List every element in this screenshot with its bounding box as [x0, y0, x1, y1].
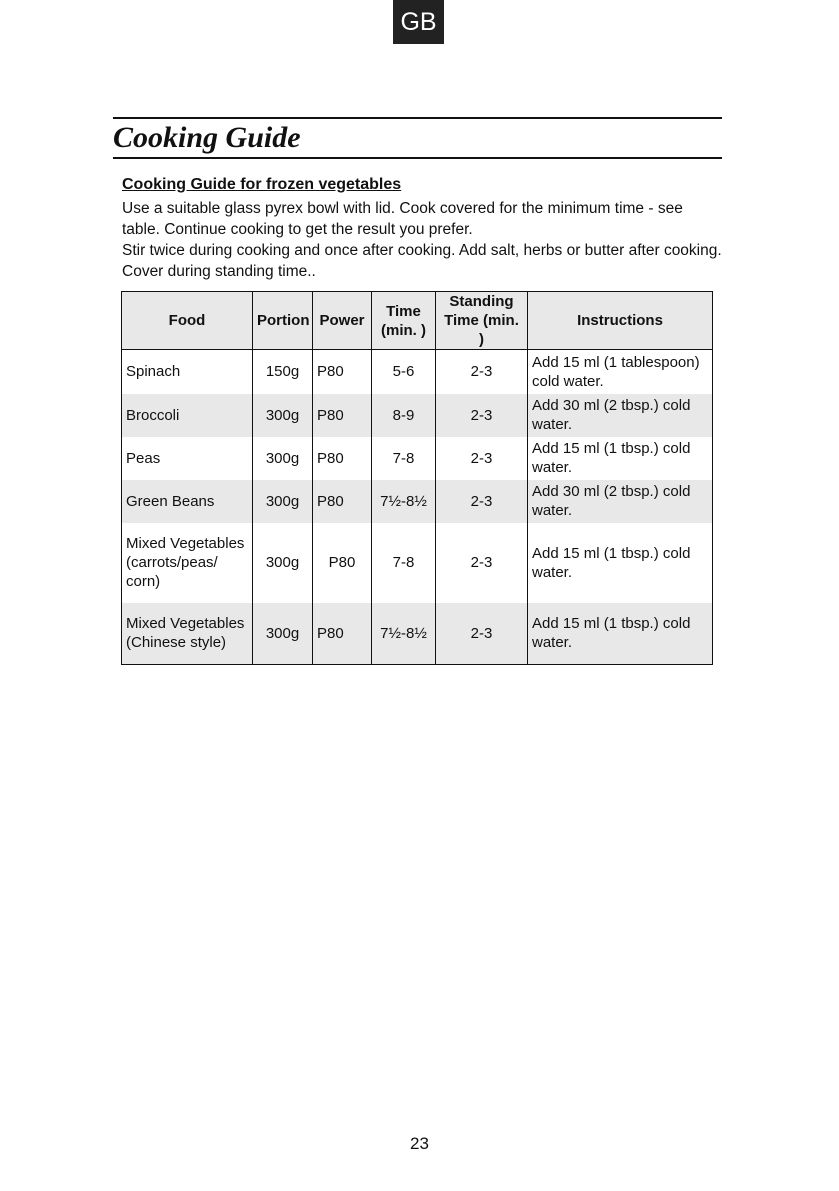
- cell-standing: 2-3: [436, 350, 528, 394]
- cell-time: 7-8: [372, 523, 436, 603]
- cell-time: 7-8: [372, 437, 436, 480]
- cell-power: P80: [313, 523, 372, 603]
- cell-power: P80: [313, 437, 372, 480]
- header-standing-line2: Time (min. ): [444, 312, 519, 348]
- cell-power: P80: [313, 480, 372, 523]
- intro-text: [122, 198, 722, 282]
- cell-standing: 2-3: [436, 480, 528, 523]
- cell-portion: 150g: [253, 350, 313, 394]
- cell-food: Green Beans: [122, 480, 253, 523]
- table-row: [122, 437, 713, 480]
- cell-standing: 2-3: [436, 394, 528, 437]
- table-row: [122, 350, 713, 394]
- header-standing-time: [436, 292, 528, 350]
- cell-standing: 2-3: [436, 603, 528, 665]
- cell-food: Peas: [122, 437, 253, 480]
- cell-standing: 2-3: [436, 437, 528, 480]
- header-time: [372, 292, 436, 350]
- cell-power: P80: [313, 603, 372, 665]
- intro-paragraph: Use a suitable glass pyrex bowl with lid. Cook covered for the minimum time - see table. Continue cooking to get the result you prefer.: [122, 200, 683, 238]
- cell-food: Mixed Vegetables (Chinese style): [122, 603, 253, 665]
- table-row: [122, 603, 713, 665]
- header-time-line1: Time: [386, 302, 421, 320]
- cell-portion: 300g: [253, 394, 313, 437]
- cell-instructions: Add 15 ml (1 tablespoon) cold water.: [528, 350, 713, 394]
- header-food: Food: [122, 292, 253, 350]
- section-subheading: Cooking Guide for frozen vegetables: [122, 176, 402, 193]
- table-row: [122, 523, 713, 603]
- cell-time: 7½-8½: [372, 480, 436, 523]
- table-header-row: [122, 292, 713, 350]
- table-row: [122, 394, 713, 437]
- cell-power: P80: [313, 350, 372, 394]
- header-power: Power: [313, 292, 372, 350]
- header-portion: Portion: [253, 292, 313, 350]
- cell-portion: 300g: [253, 603, 313, 665]
- page-title: Cooking Guide: [113, 121, 301, 154]
- cell-food: Broccoli: [122, 394, 253, 437]
- cell-instructions: Add 15 ml (1 tbsp.) cold water.: [528, 437, 713, 480]
- header-time-line2: (min. ): [381, 321, 426, 339]
- cell-power: P80: [313, 394, 372, 437]
- cell-food: Spinach: [122, 350, 253, 394]
- cell-instructions: Add 30 ml (2 tbsp.) cold water.: [528, 480, 713, 523]
- cell-portion: 300g: [253, 523, 313, 603]
- table-row: [122, 480, 713, 523]
- cell-portion: 300g: [253, 437, 313, 480]
- cell-instructions: Add 15 ml (1 tbsp.) cold water.: [528, 523, 713, 603]
- page-number: 23: [410, 1134, 429, 1153]
- cell-time: 7½-8½: [372, 603, 436, 665]
- cell-instructions: Add 15 ml (1 tbsp.) cold water.: [528, 603, 713, 665]
- cooking-guide-table: [121, 291, 713, 665]
- header-instructions: Instructions: [528, 292, 713, 350]
- cell-standing: 2-3: [436, 523, 528, 603]
- header-standing-line1: Standing: [449, 293, 514, 310]
- title-rule-bottom: [113, 157, 722, 159]
- cell-time: 8-9: [372, 394, 436, 437]
- cell-instructions: Add 30 ml (2 tbsp.) cold water.: [528, 394, 713, 437]
- cell-portion: 300g: [253, 480, 313, 523]
- intro-paragraph: Stir twice during cooking and once after cooking. Add salt, herbs or butter after cooking. Cover during standing time..: [122, 242, 722, 280]
- cell-food: Mixed Vegetables (carrots/peas/ corn): [122, 523, 253, 603]
- cell-time: 5-6: [372, 350, 436, 394]
- language-badge: GB: [393, 0, 444, 44]
